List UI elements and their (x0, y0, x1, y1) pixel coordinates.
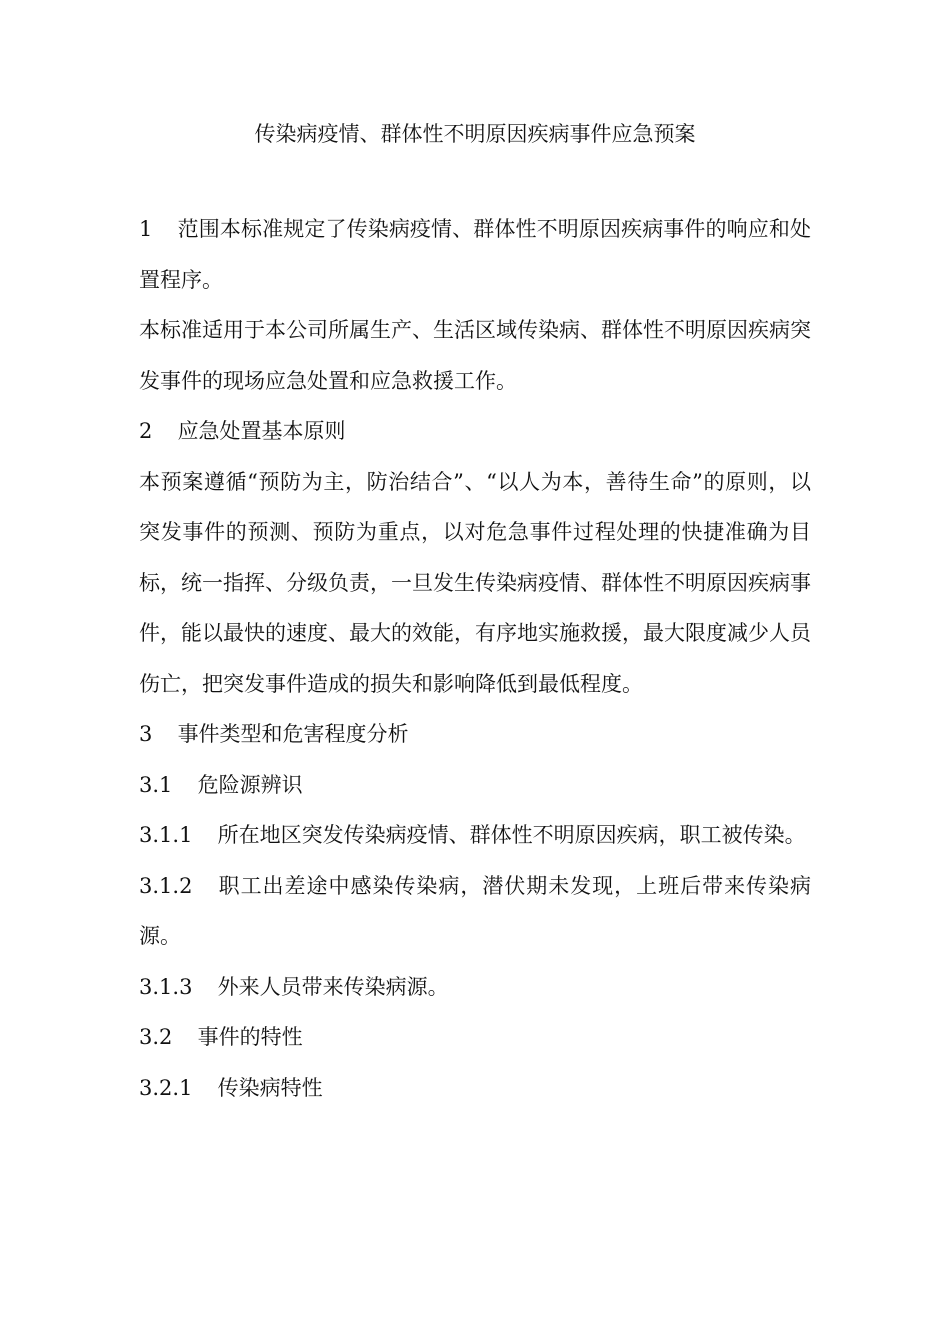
document-title: 传染病疫情、群体性不明原因疾病事件应急预案 (254, 122, 696, 146)
section-number: 3 (139, 722, 153, 746)
document-body (139, 204, 811, 1113)
section-3-heading (139, 709, 811, 760)
section-3-2-heading (139, 1012, 811, 1063)
paragraph-text: 应急处置基本原则 (177, 419, 346, 443)
paragraph-text: 危险源辨识 (197, 772, 303, 797)
section-number: 3.2.1 (139, 1075, 193, 1100)
section-1-scope (139, 204, 811, 305)
paragraph-principles (139, 457, 811, 710)
paragraph-text: 本预案遵循“预防为主，防治结合”、“以人为本，善待生命”的原则，以突发事件的预测、预防为重点，以对危急事件过程处理的快捷准确为目标，统一指挥、分级负责，一旦发生传染病疫情、群体性不明原因疾病事件，能以最快的速度、最大的效能，有序地实施救援，最大限度减少人员伤亡，把突发事件造成的损失和影响降低到最低程度。 (139, 469, 811, 696)
section-number: 3.1.3 (139, 974, 193, 999)
paragraph-text: 所在地区突发传染病疫情、群体性不明原因疾病，职工被传染。 (217, 823, 806, 847)
paragraph-text: 外来人员带来传染病源。 (217, 974, 449, 999)
section-3-1-heading (139, 760, 811, 811)
paragraph-text: 事件类型和危害程度分析 (177, 722, 409, 746)
paragraph-text: 事件的特性 (197, 1025, 303, 1049)
section-3-1-2 (139, 861, 811, 962)
paragraph-text: 范围本标准规定了传染病疫情、群体性不明原因疾病事件的响应和处置程序。 (139, 217, 811, 292)
paragraph-text: 传染病特性 (217, 1075, 323, 1100)
section-number: 3.1 (139, 772, 173, 797)
section-number: 3.1.2 (139, 873, 193, 898)
section-3-1-1 (139, 810, 811, 861)
section-2-heading (139, 406, 811, 457)
section-3-1-3 (139, 962, 811, 1013)
paragraph-applicability (139, 305, 811, 406)
section-number: 1 (139, 217, 153, 241)
section-number: 3.1.1 (139, 823, 193, 847)
section-number: 3.2 (139, 1025, 173, 1049)
section-3-2-1-heading (139, 1063, 811, 1114)
section-number: 2 (139, 419, 153, 443)
paragraph-text: 本标准适用于本公司所属生产、生活区域传染病、群体性不明原因疾病突发事件的现场应急处置和应急救援工作。 (139, 318, 811, 393)
paragraph-text: 职工出差途中感染传染病，潜伏期未发现，上班后带来传染病源。 (139, 873, 811, 948)
